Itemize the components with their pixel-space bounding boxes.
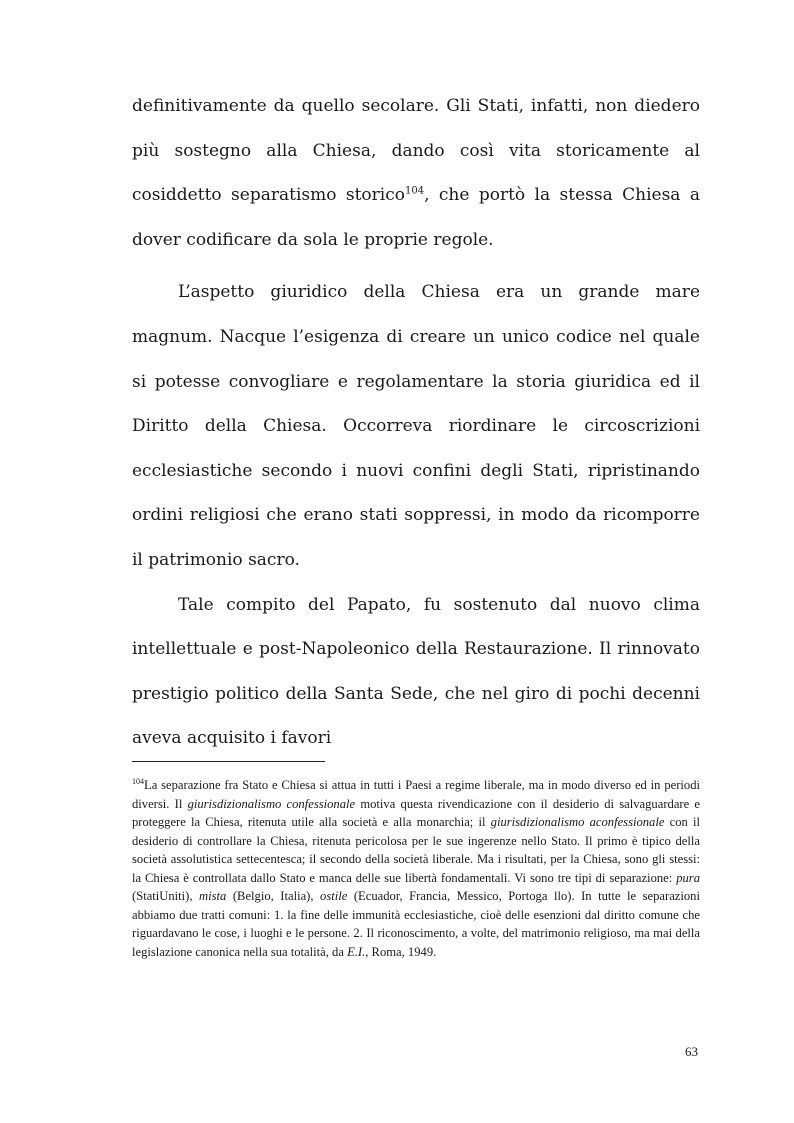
footnote-ref-104[interactable]: 104 xyxy=(404,185,425,197)
paragraph-3: Tale compito del Papato, fu sostenuto dal nuovo clima intellettuale e post-Napoleonico della Restaurazione. Il rinnovato prestigio politico della Santa Sede, che nel giro di pochi decenni aveva acquisito i favori xyxy=(132,594,700,749)
footnote-text: (Belgio, Italia), xyxy=(226,889,321,903)
footnote-text: , Roma, 1949. xyxy=(365,944,437,959)
footnote-italic: giurisdizionalismo aconfessionale xyxy=(490,815,665,829)
footnote-number: 104 xyxy=(132,776,144,786)
footnote-text: con il desiderio di controllare la Chiesa, ritenuta pericolosa per le sue ingerenze nello Stato. Il primo è tipico della società assolutistica settecentesca; il secondo della società liberale. Ma i risultati, per la Chiesa, sono gli stessi: la Chiesa è controllata dallo Stato e manca delle sue libertà fondamentali. Vi sono tre tipi di separazione: xyxy=(132,815,700,885)
footnote-104 xyxy=(132,776,700,961)
footnote-italic: ostile xyxy=(320,889,348,903)
paragraph-1-end: , che portò la stessa Chiesa a dover codificare da sola le proprie regole. xyxy=(132,185,700,250)
paragraph-1 xyxy=(132,84,700,262)
footnote-text: (Ecuador, Francia, Messico, Portoga llo). In tutte le separazioni abbiamo due tratti comuni: 1. la fine delle immunità ecclesiastiche, cioè delle esenzioni dal diritto comune che riguardavano le cose, i luoghi e le persone. 2. Il riconoscimento, a volte, del matrimonio religioso, ma mai della legislazione canonica nella sua totalità, da xyxy=(132,889,700,959)
main-text xyxy=(132,84,700,761)
page-number: 63 xyxy=(685,1044,698,1059)
footnote-text: (StatiUniti), xyxy=(132,889,200,903)
footnote-italic: giurisdizionalismo confessionale xyxy=(187,796,356,811)
footnote-italic: E.I. xyxy=(347,944,366,959)
footnote-text: motiva questa rivendicazione con il desiderio di salvaguardare e proteggere la Chiesa, ritenuta utile alla società e alla monarchia; il xyxy=(132,796,700,829)
paragraph-2: L’aspetto giuridico della Chiesa era un grande mare magnum. Nacque l’esigenza di creare un unico codice nel quale si potesse convogliare e regolamentare la storia giuridica ed il Diritto della Chiesa. Occorreva riordinare le circoscrizioni ecclesiastiche secondo i nuovi confini degli Stati, ripristinando ordini religiosi che erano stati soppressi, in modo da ricomporre il patrimonio sacro. xyxy=(132,282,700,570)
footnote-italic: pura xyxy=(676,870,700,885)
footnote-italic: mista xyxy=(199,889,227,903)
footnote-text: La separazione fra Stato e Chiesa si attua in tutti i Paesi a regime liberale, ma in modo diverso ed in periodi diversi. Il xyxy=(132,778,700,811)
paragraph-1-text: definitivamente da quello secolare. Gli Stati, infatti, non diedero più sostegno alla Chiesa, dando così vita storicamente al cosiddetto separatismo storico xyxy=(132,96,700,206)
footnote-separator xyxy=(132,761,325,762)
